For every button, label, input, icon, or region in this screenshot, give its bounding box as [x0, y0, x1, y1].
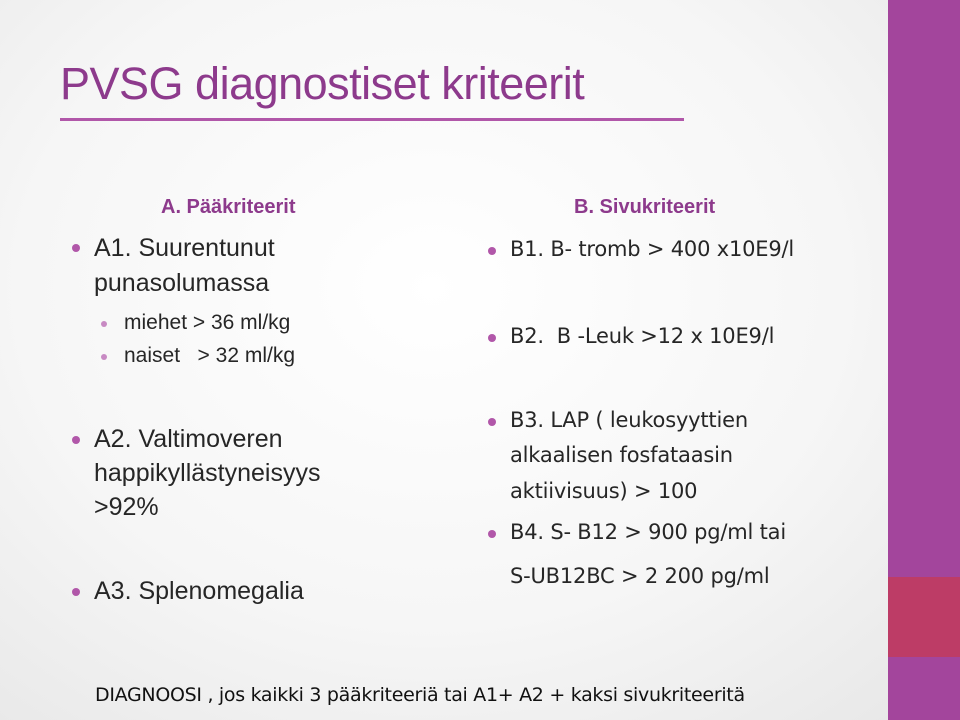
- criterion-b1: B1. B- tromb > 400 x10E9/l: [510, 237, 795, 261]
- side-decor-accent: [888, 577, 960, 657]
- criterion-a1-men: miehet > 36 ml/kg: [124, 311, 291, 334]
- minor-criteria-heading: B. Sivukriteerit: [574, 196, 716, 218]
- criterion-a1-line1: A1. Suurentunut: [94, 234, 275, 262]
- criterion-b3-line2: alkaalisen fosfataasin: [510, 443, 733, 467]
- sub-bullet-icon: [101, 321, 107, 327]
- criterion-a3: A3. Splenomegalia: [94, 577, 304, 605]
- criterion-b4-line1: B4. S- B12 > 900 pg/ml tai: [510, 520, 786, 544]
- title-underline: [60, 118, 684, 121]
- criterion-a2-line3: >92%: [94, 493, 159, 521]
- bullet-icon: [72, 588, 80, 596]
- sub-bullet-icon: [101, 354, 107, 360]
- bullet-icon: [488, 334, 496, 342]
- criterion-a2-line2: happikyllästyneisyys: [94, 459, 321, 487]
- bullet-icon: [72, 436, 80, 444]
- slide-title: PVSG diagnostiset kriteerit: [60, 58, 585, 109]
- criterion-b4-line2: S-UB12BC > 2 200 pg/ml: [510, 564, 770, 588]
- bullet-icon: [488, 418, 496, 426]
- criterion-a1-line2: punasolumassa: [94, 269, 270, 297]
- criterion-b3-line1: B3. LAP ( leukosyyttien: [510, 408, 748, 432]
- bullet-icon: [488, 247, 496, 255]
- criterion-b3-line3: aktiivisuus) > 100: [510, 479, 698, 503]
- diagnosis-footer: DIAGNOOSI , jos kaikki 3 pääkriteeriä tai A1+ A2 + kaksi sivukriteeritä: [95, 684, 745, 706]
- criterion-a1-women: naiset > 32 ml/kg: [124, 344, 296, 367]
- major-criteria-heading: A. Pääkriteerit: [161, 196, 296, 218]
- bullet-icon: [72, 244, 80, 252]
- criterion-a2-line1: A2. Valtimoveren: [94, 425, 283, 453]
- criterion-b2: B2. B -Leuk >12 x 10E9/l: [510, 324, 775, 348]
- bullet-icon: [488, 530, 496, 538]
